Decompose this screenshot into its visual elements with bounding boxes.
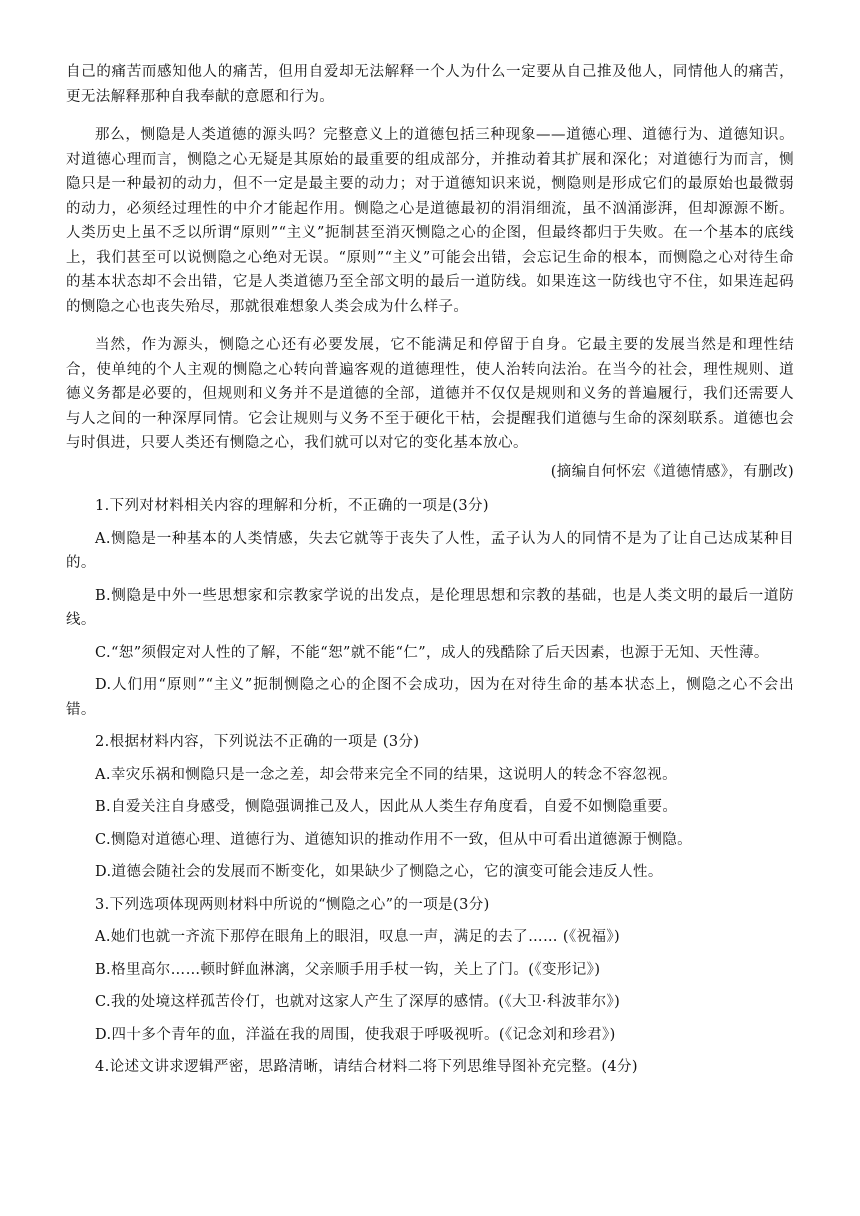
question-3-option-c: C.我的处境这样孤苦伶仃，也就对这家人产生了深厚的感情。(《大卫·科波菲尔》) <box>95 994 621 1010</box>
question-3-option-d: D.四十多个青年的血，洋溢在我的周围，使我艰于呼吸视听。(《记念刘和珍君》) <box>95 1026 616 1043</box>
passage-paragraph-2: 当然，作为源头，恻隐之心还有必要发展，它不能满足和停留于自身。它最主要的发展当然是和理性结合，使单纯的个人主观的恻隐之心转向普遍客观的道德理性，使人治转向法治。在当今的社会，理性规则、道德义务都是必要的，但规则和义务并不是道德的全部，道德并不仅仅是规则和义务的普遍履行，我们还需要人与人之间的一种深厚同情。它会让规则与义务不至于硬化干枯，会提醒我们道德与生命的深刻联系。道德也会与时俱进，只要人类还有恻隐之心，我们就可以对它的变化基本放心。 <box>66 337 794 451</box>
question-2-option-c: C.恻隐对道德心理、道德行为、道德知识的推动作用不一致，但从中可看出道德源于恻隐。 <box>95 831 693 848</box>
passage-source: (摘编自何怀宏《道德情感》，有删改) <box>550 463 794 480</box>
question-3-option-b: B.格里高尔……顿时鲜血淋漓，父亲顺手用手杖一钩，关上了门。(《变形记》) <box>95 961 601 978</box>
question-1-option-a: A.恻隐是一种基本的人类情感，失去它就等于丧失了人性，孟子认为人的同情不是为了让自己达成某种目的。 <box>66 530 794 571</box>
question-1-stem: 1.下列对材料相关内容的理解和分析，不正确的一项是(3分) <box>95 498 489 514</box>
question-3-stem: 3.下列选项体现两则材料中所说的“恻隐之心”的一项是(3分) <box>95 896 490 913</box>
question-2-option-b: B.自爱关注自身感受，恻隐强调推己及人，因此从人类生存角度看，自爱不如恻隐重要。 <box>95 799 678 815</box>
question-1-option-d: D.人们用“原则”“主义”扼制恻隐之心的企图不会成功，因为在对待生命的基本状态上，恻隐之心不会出错。 <box>66 677 794 718</box>
question-2-option-d: D.道德会随社会的发展而不断变化，如果缺少了恻隐之心，它的演变可能会违反人性。 <box>95 864 663 880</box>
question-3-option-a: A.她们也就一齐流下那停在眼角上的眼泪，叹息一声，满足的去了…… (《祝福》) <box>95 929 621 945</box>
question-2-stem: 2.根据材料内容，下列说法不正确的一项是 (3分) <box>95 734 420 750</box>
passage-paragraph-1: 那么，恻隐是人类道德的源头吗？完整意义上的道德包括三种现象——道德心理、道德行为、道德知识。对道德心理而言，恻隐之心无疑是其原始的最重要的组成部分，并推动着其扩展和深化；对道德行为而言，恻隐只是一种最初的动力，但不一定是最主要的动力；对于道德知识来说，恻隐则是形成它们的最原始也最微弱的动力，必须经过理性的中介才能起作用。恻隐之心是道德最初的涓涓细流，虽不汹涌澎湃，但却源源不断。人类历史上虽不乏以所谓“原则”“主义”扼制甚至消灭恻隐之心的企图，但最终都归于失败。在一个基本的底线上，我们甚至可以说恻隐之心绝对无误。“原则”“主义”可能会出错，会忘记生命的根本，而恻隐之心对待生命的基本状态却不会出错，它是人类道德乃至全部文明的最后一道防线。如果连这一防线也守不住，如果连起码的恻隐之心也丧失殆尽，那就很难想象人类会成为什么样子。 <box>66 127 794 315</box>
question-1-option-c: C.“恕”须假定对人性的了解，不能“恕”就不能“仁”，成人的残酷除了后天因素，也源于无知、天性薄。 <box>95 644 769 661</box>
question-2-option-a: A.幸灾乐祸和恻隐只是一念之差，却会带来完全不同的结果，这说明人的转念不容忽视。 <box>95 766 678 783</box>
passage-paragraph-0: 自己的痛苦而感知他人的痛苦，但用自爱却无法解释一个人为什么一定要从自己推及他人，同情他人的痛苦，更无法解释那种自我奉献的意愿和行为。 <box>66 64 794 105</box>
question-4-stem: 4.论述文讲求逻辑严密，思路清晰，请结合材料二将下列思维导图补充完整。(4分) <box>95 1059 638 1075</box>
question-1-option-b: B.恻隐是中外一些思想家和宗教家学说的出发点，是伦理思想和宗教的基础，也是人类文明的最后一道防线。 <box>66 587 794 628</box>
